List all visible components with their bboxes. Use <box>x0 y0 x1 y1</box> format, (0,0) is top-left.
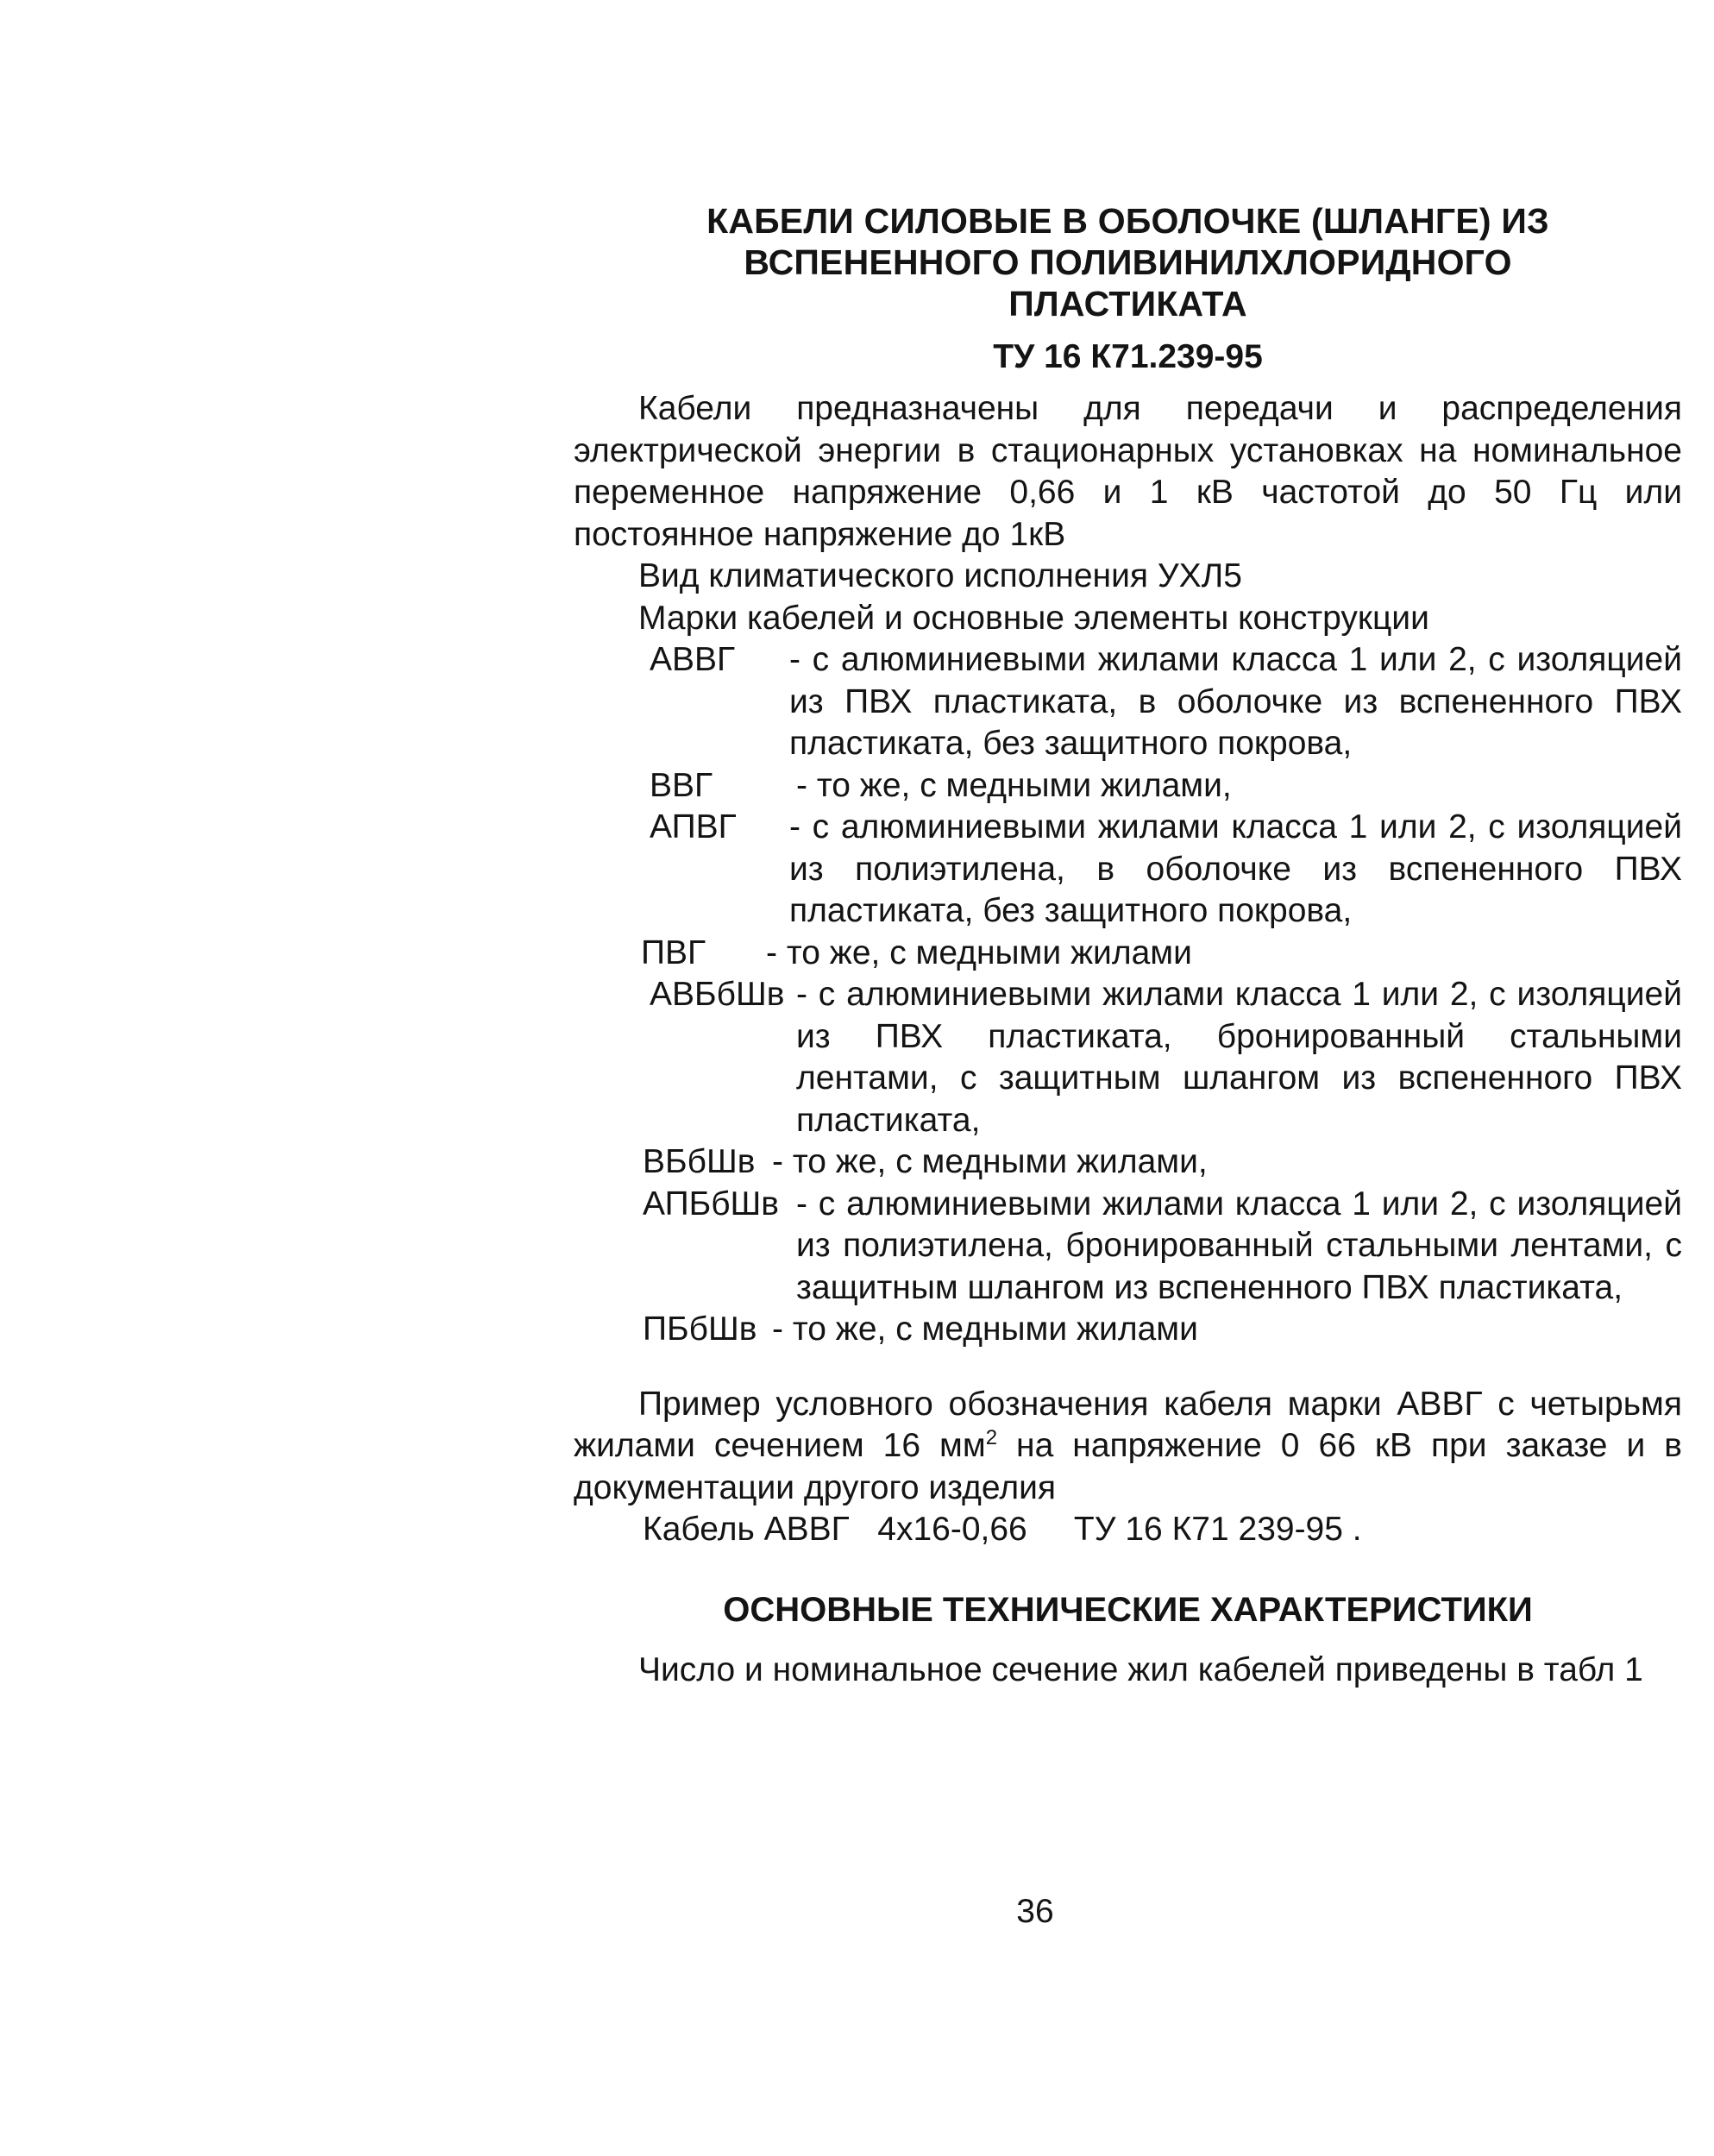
list-item <box>574 1141 1682 1184</box>
title-line-2: ВСПЕНЕННОГО ПОЛИВИНИЛХЛОРИДНОГО <box>744 242 1512 282</box>
brand-code: АВБбШв <box>650 976 785 1013</box>
list-item <box>574 1309 1682 1351</box>
example-designation: Кабель АВВГ 4х16-0,66 ТУ 16 К71 239-95 . <box>643 1511 1362 1548</box>
brands-heading: Марки кабелей и основные элементы конструкции <box>638 599 1429 637</box>
brand-code: ПБбШв <box>643 1311 757 1348</box>
title-line-1: КАБЕЛИ СИЛОВЫЕ В ОБОЛОЧКЕ (ШЛАНГЕ) ИЗ <box>706 201 1549 241</box>
document-title <box>574 200 1682 324</box>
spec-number: ТУ 16 К71.239-95 <box>993 338 1263 375</box>
brand-code: ПВГ <box>641 933 706 971</box>
brand-code: АПВГ <box>650 808 737 845</box>
brand-description: - с алюминиевыми жилами класса 1 или 2, с изоляцией из полиэтилена, в оболочке из вспененного ПВХ пластиката, без защитного покрова, <box>789 808 1682 929</box>
brand-description: - с алюминиевыми жилами класса 1 или 2, с изоляцией из ПВХ пластиката, бронированный стальными лентами, с защитным шлангом из вспененного ПВХ пластиката, <box>796 976 1682 1139</box>
example-paragraph <box>574 1384 1682 1510</box>
text-column <box>574 200 1682 1691</box>
brand-description: - то же, с медными жилами <box>766 933 1192 971</box>
brand-description: - то же, с медными жилами, <box>772 1143 1208 1180</box>
brand-description: - с алюминиевыми жилами класса 1 или 2, с изоляцией из ПВХ пластиката, в оболочке из вспененного ПВХ пластиката, без защитного покрова, <box>789 641 1682 762</box>
climate-line: Вид климатического исполнения УХЛ5 <box>638 557 1242 594</box>
list-item <box>574 933 1682 975</box>
list-item <box>574 765 1682 808</box>
brand-description: - с алюминиевыми жилами класса 1 или 2, с изоляцией из полиэтилена, бронированный стальными лентами, с защитным шлангом из вспененного ПВХ пластиката, <box>796 1185 1682 1306</box>
brand-code: АПБбШв <box>643 1185 779 1223</box>
brands-list <box>574 639 1682 1351</box>
brand-description: - то же, с медными жилами <box>772 1311 1198 1348</box>
intro-paragraph: Кабели предназначены для передачи и распределения электрической энергии в стационарных установках на номинальное переменное напряжение 0,66 и 1 кВ частотой до 50 Гц или постоянное напряжение до 1кВ <box>574 390 1682 553</box>
section-title: ОСНОВНЫЕ ТЕХНИЧЕСКИЕ ХАРАКТЕРИСТИКИ <box>723 1590 1533 1629</box>
list-item <box>574 1184 1682 1310</box>
title-line-3: ПЛАСТИКАТА <box>1008 284 1247 324</box>
list-item <box>574 974 1682 1141</box>
example-text-part2: на напряжение 0 66 кВ при заказе и в документации другого изделия <box>574 1427 1682 1506</box>
brand-description: - то же, с медными жилами, <box>796 766 1232 804</box>
page-number: 36 <box>1016 1893 1054 1930</box>
example-text-part1: Пример условного обозначения кабеля марки АВВГ с четырьмя жилами сечением 16 мм <box>574 1385 1682 1464</box>
list-item <box>574 639 1682 765</box>
spacer <box>574 1351 1682 1384</box>
list-item <box>574 807 1682 933</box>
brand-code: ВВГ <box>650 766 713 804</box>
section-paragraph: Число и номинальное сечение жил кабелей приведены в табл 1 <box>638 1650 1643 1688</box>
example-superscript: 2 <box>985 1426 998 1449</box>
brand-code: ВБбШв <box>643 1143 756 1180</box>
brand-code: АВВГ <box>650 641 736 678</box>
